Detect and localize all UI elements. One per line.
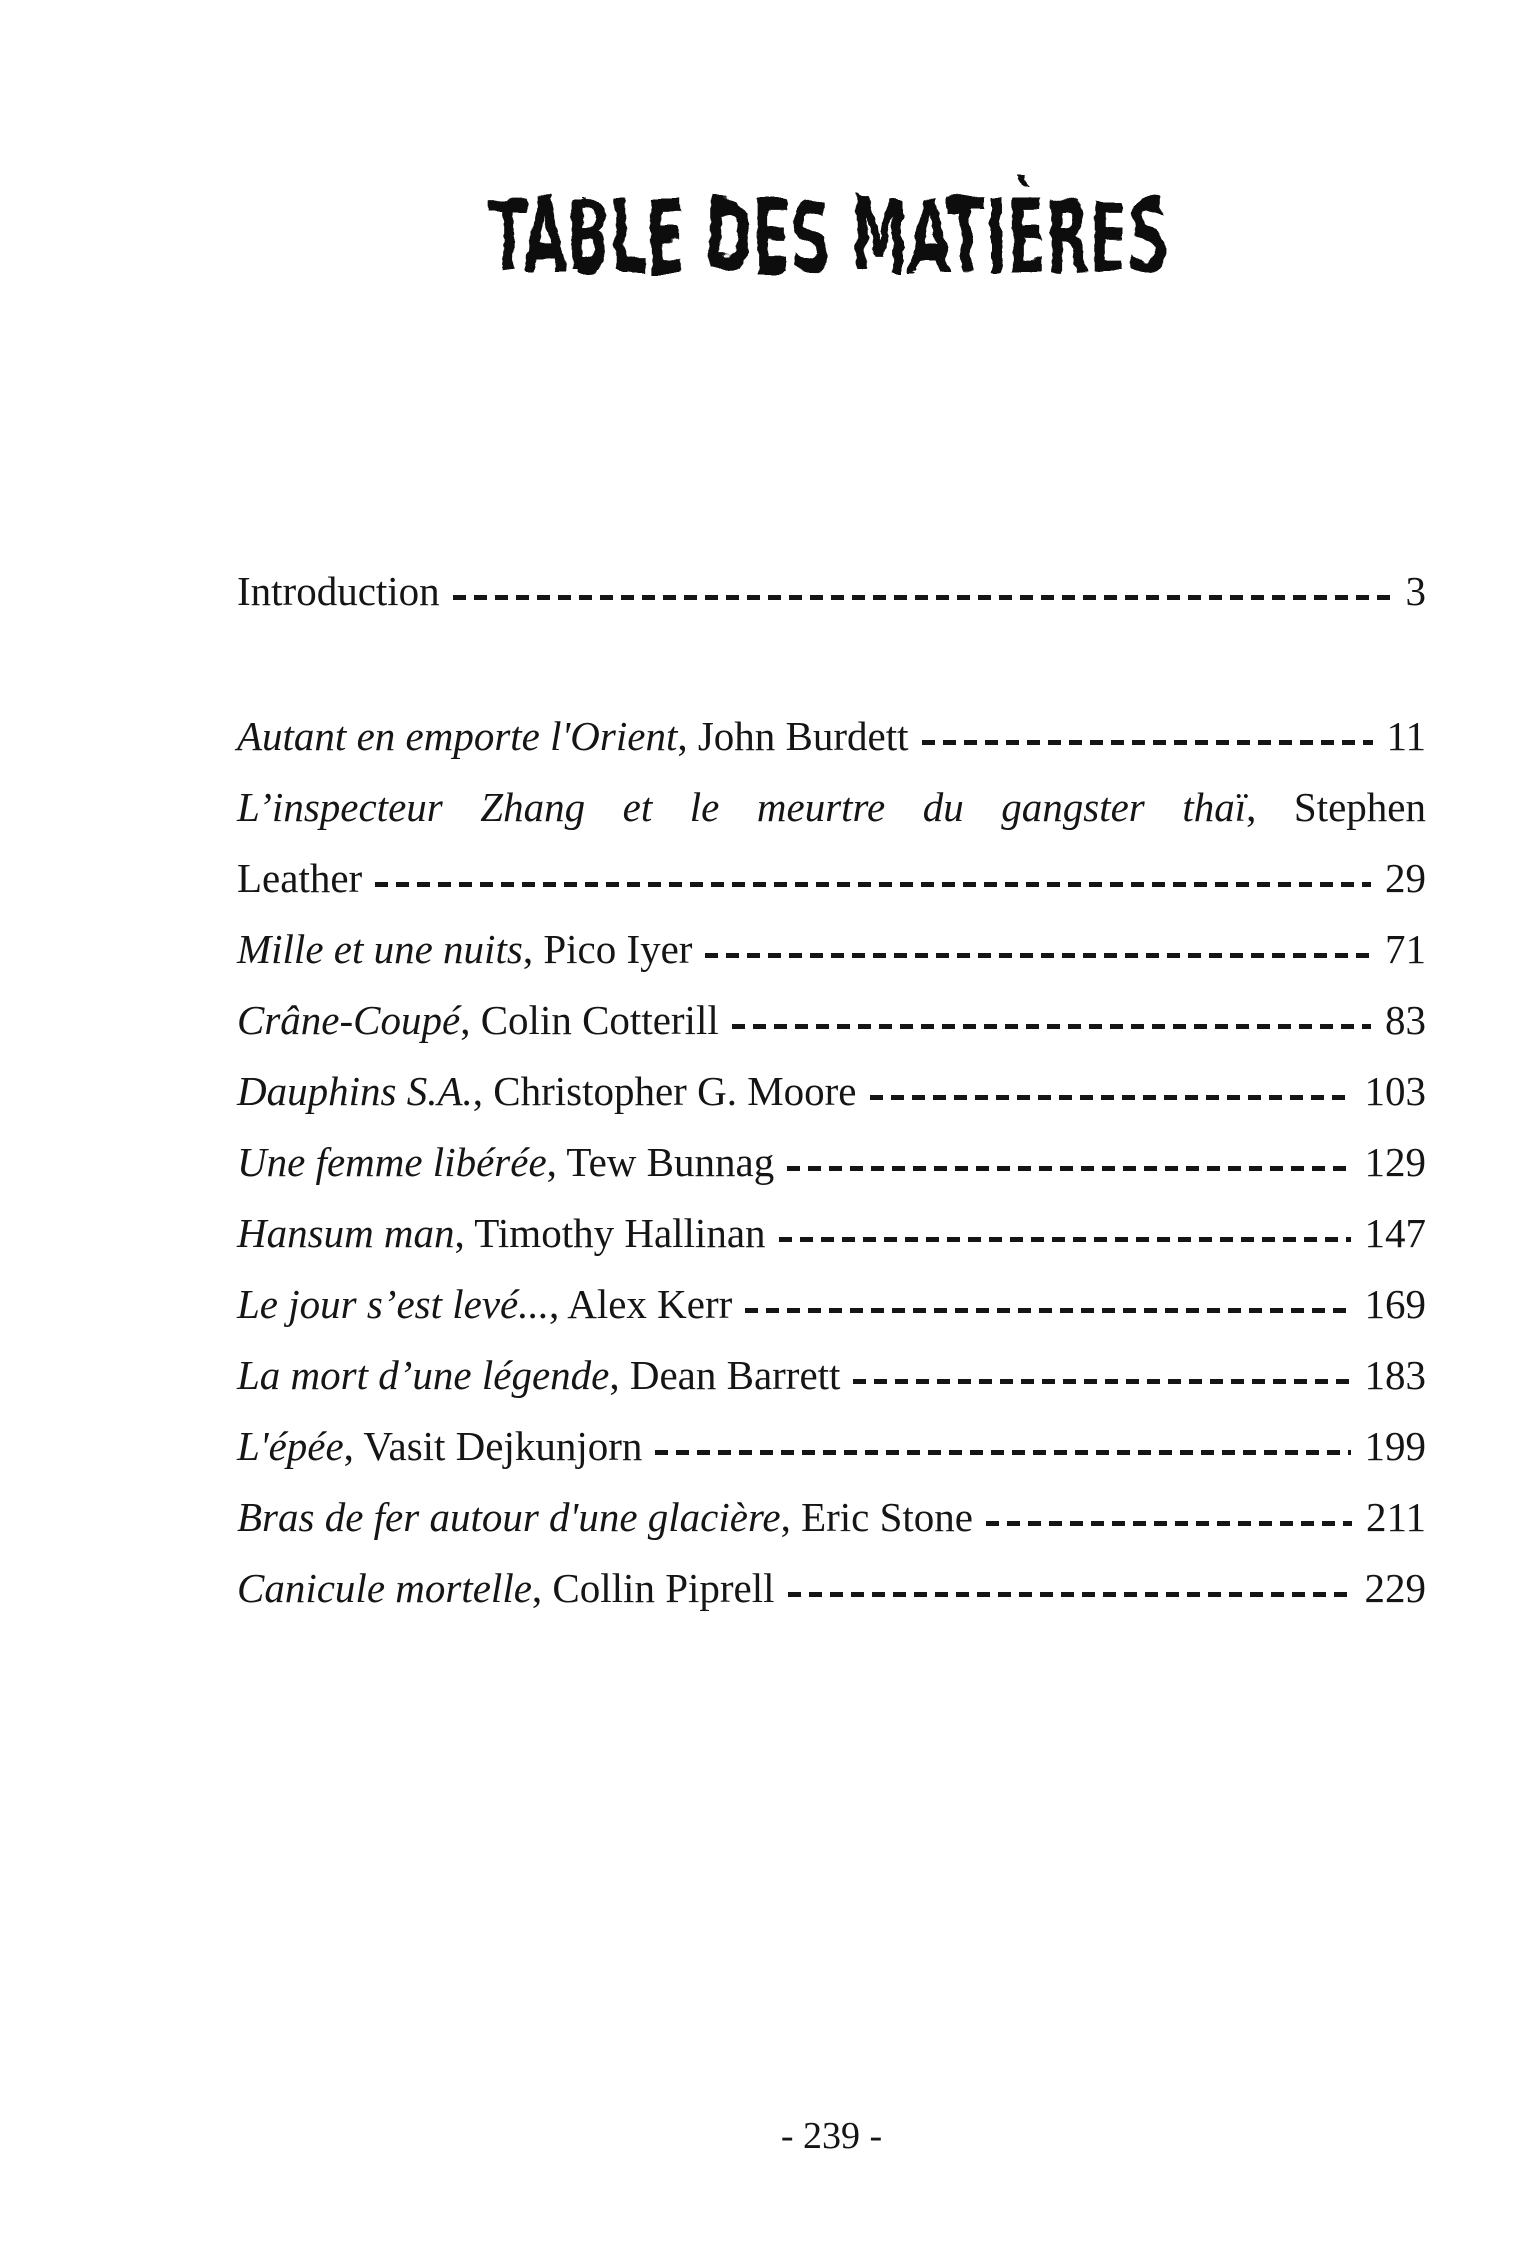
entry-author: Leather [237, 855, 363, 901]
toc-row [237, 1482, 1426, 1553]
footer-page-number: - 239 - [780, 2115, 883, 2157]
entry-author: , Dean Barrett [609, 1352, 841, 1398]
dash-leader [655, 1450, 1350, 1455]
page-number: 169 [1364, 1281, 1426, 1327]
dash-leader [853, 1379, 1350, 1384]
entry-title: Une femme libérée [237, 1139, 547, 1185]
entry-title: Crâne-Coupé [237, 997, 461, 1043]
dash-leader [375, 882, 1371, 887]
entry-author: , Collin Piprell [531, 1565, 775, 1611]
entry-title: Mille et une nuits [237, 926, 523, 972]
dash-leader [986, 1521, 1352, 1526]
page-number: 71 [1385, 926, 1426, 972]
toc-row [237, 772, 1426, 843]
entry-text [237, 784, 1426, 830]
dash-leader [745, 1308, 1350, 1313]
entry-text [237, 1269, 732, 1340]
page-number: 199 [1364, 1423, 1426, 1469]
page-number: 183 [1364, 1352, 1426, 1398]
entry-author: , Alex Kerr [548, 1281, 733, 1327]
entry-author: , Tew Bunnag [546, 1139, 775, 1185]
toc-row [237, 1198, 1426, 1269]
toc-row [237, 1340, 1426, 1411]
page-number: 147 [1364, 1210, 1426, 1256]
entry-text [237, 1056, 857, 1127]
toc-row [237, 843, 1426, 914]
page-number: 83 [1385, 997, 1426, 1043]
toc-row [237, 1411, 1426, 1482]
toc-row [237, 701, 1426, 772]
toc-row [237, 1553, 1426, 1624]
dash-leader [779, 1237, 1351, 1242]
page-number: 11 [1386, 713, 1426, 759]
entry-author: , Pico Iyer [522, 926, 693, 972]
dash-leader [705, 953, 1371, 958]
dash-leader [732, 1024, 1371, 1029]
toc-row [237, 1269, 1426, 1340]
entry-title: L’inspecteur Zhang et le meurtre du gangster thaï [237, 784, 1247, 830]
entry-author: , Colin Cotterill [460, 997, 719, 1043]
entry-author: , Vasit Dejkunjorn [343, 1423, 643, 1469]
dash-leader [870, 1095, 1351, 1100]
entry-text [237, 556, 440, 627]
entry-text [237, 914, 692, 985]
entry-title: Hansum man [237, 1210, 455, 1256]
entry-title: Le jour s’est levé... [237, 1281, 549, 1327]
toc-row [237, 556, 1426, 627]
entry-text [237, 1482, 973, 1553]
entry-text [237, 1340, 840, 1411]
entry-author: , Timothy Hallinan [454, 1210, 766, 1256]
page-number: 129 [1364, 1139, 1426, 1185]
entry-title: Canicule mortelle [237, 1565, 532, 1611]
entry-title: La mort d’une légende [237, 1352, 610, 1398]
entry-author: , Eric Stone [780, 1494, 974, 1540]
dash-leader [922, 740, 1373, 745]
entry-text [237, 1553, 775, 1624]
entry-text [237, 1127, 774, 1198]
entry-text [237, 843, 362, 914]
entry-title: Dauphins S.A. [237, 1068, 473, 1114]
entry-author: , John Burdett [677, 713, 909, 759]
toc-row [237, 1056, 1426, 1127]
toc-list [237, 556, 1426, 1624]
entry-title: Bras de fer autour d'une glacière [237, 1494, 781, 1540]
dash-leader [787, 1166, 1350, 1171]
toc-row [237, 1127, 1426, 1198]
entry-author: Introduction [237, 568, 440, 614]
entry-title: L'épée [237, 1423, 344, 1469]
page-number: 3 [1405, 568, 1426, 614]
entry-text [237, 1411, 642, 1482]
page-number: 103 [1364, 1068, 1426, 1114]
toc-row [237, 985, 1426, 1056]
page-title: TABLE DES MATIÈRES [488, 178, 1170, 297]
entry-text [237, 1198, 766, 1269]
page-number: 211 [1366, 1494, 1426, 1540]
dash-leader [453, 595, 1392, 600]
entry-text [237, 985, 719, 1056]
page-number: 229 [1364, 1565, 1426, 1611]
page-number: 29 [1385, 855, 1426, 901]
entry-text [237, 701, 909, 772]
entry-author: , Stephen [1246, 784, 1426, 830]
entry-author: , Christopher G. Moore [472, 1068, 857, 1114]
entry-title: Autant en emporte l'Orient [237, 713, 678, 759]
toc-row [237, 914, 1426, 985]
dash-leader [788, 1592, 1351, 1597]
